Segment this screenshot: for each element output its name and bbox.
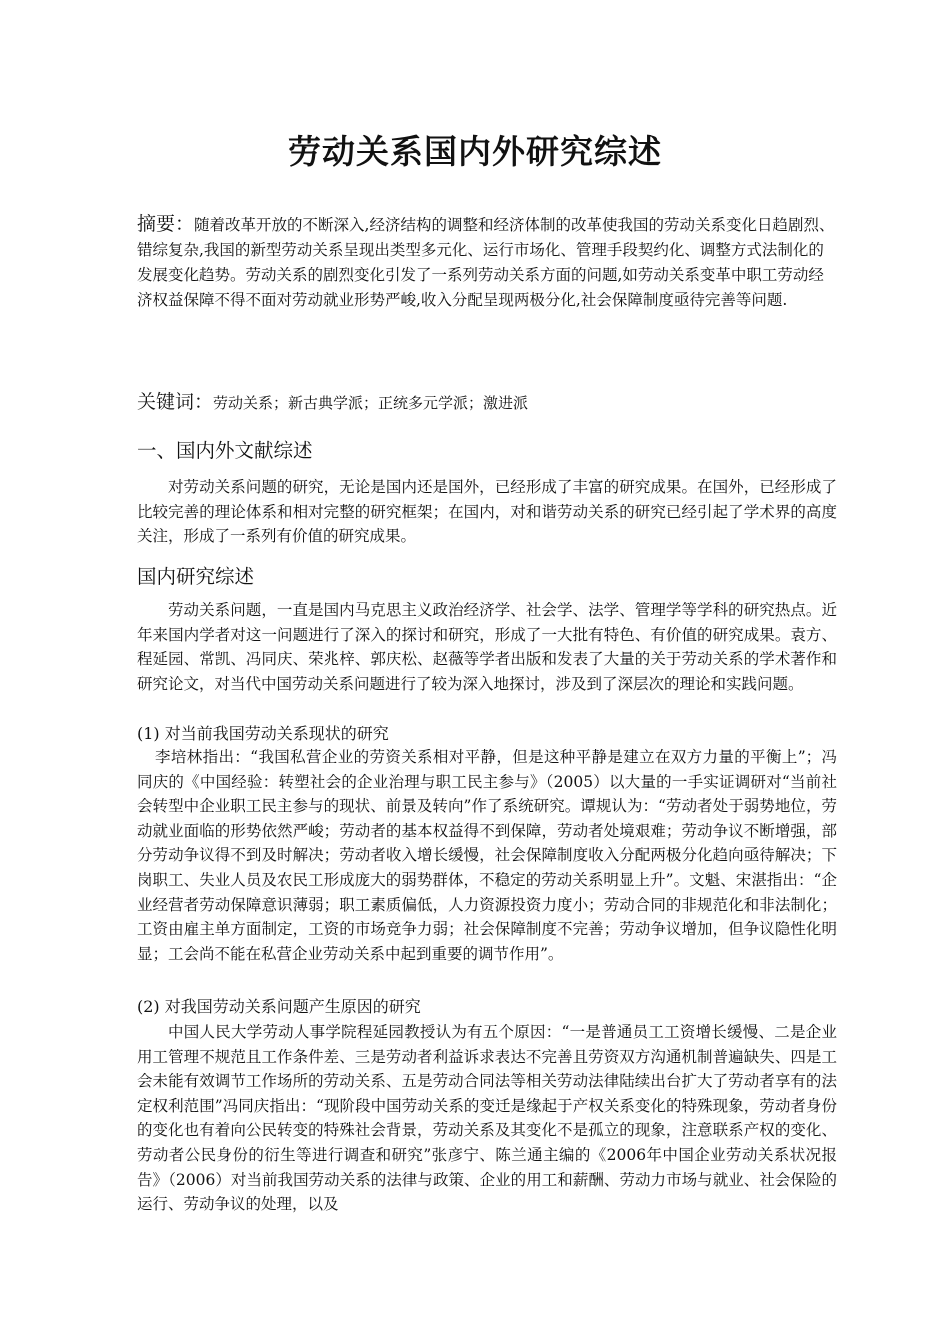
sub-heading-2: (2) 对我国劳动关系问题产生原因的研究	[137, 997, 421, 1016]
sub-heading-1: (1) 对当前我国劳动关系现状的研究	[137, 724, 389, 743]
document-title: 劳动关系国内外研究综述	[288, 132, 662, 171]
sub-paragraph-2: 中国人民大学劳动人事学院程延园教授认为有五个原因：“一是普通员工工资增长缓慢、二是企业用工管理不规范且工作条件差、三是劳动者利益诉求表达不完善且劳资双方沟通机制普遍缺失、四是工会未能有效调节工作场所的劳动关系、五是劳动合同法等相关劳动法律陆续出台扩大了劳动者享有的法定权利范围”冯同庆指出：“现阶段中国劳动关系的变迁是缘起于产权关系变化的特殊现象，劳动者身份的变化也有着向公民转变的特殊社会背景，劳动关系及其变化不是孤立的现象，注意联系产权的变化、劳动者公民身份的衍生等进行调查和研究”张彦宁、陈兰通主编的《2006年中国企业劳动关系状况报告》（2006）对当前我国劳动关系的法律与政策、企业的用工和薪酬、劳动力市场与就业、社会保险的运行、劳动争议的处理，以及	[137, 1023, 837, 1214]
abstract-label: 摘要：	[137, 213, 195, 235]
section-intro-paragraph: 对劳动关系问题的研究，无论是国内还是国外，已经形成了丰富的研究成果。在国外，已经形成了比较完善的理论体系和相对完整的研究框架；在国内，对和谐劳动关系的研究已经引起了学术界的高度关注，形成了一系列有价值的研究成果。	[137, 478, 837, 546]
sub-paragraph-1: 李培林指出：“我国私营企业的劳资关系相对平静，但是这种平静是建立在双方力量的平衡上”；冯同庆的《中国经验：转塑社会的企业治理与职工民主参与》（2005）以大量的一手实证调研对“当前社会转型中企业职工民主参与的现状、前景及转向”作了系统研究。谭规认为：“劳动者处于弱势地位，劳动就业面临的形势依然严峻；劳动者的基本权益得不到保障，劳动者处境艰难；劳动争议不断增强，部分劳动争议得不到及时解决；劳动者收入增长缓慢，社会保障制度收入分配两极分化趋向亟待解决；下岗职工、失业人员及农民工形成庞大的弱势群体，不稳定的劳动关系明显上升”。文魁、宋湛指出：“企业经营者劳动保障意识薄弱；职工素质偏低，人力资源投资力度小；劳动合同的非规范化和非法制化；工资由雇主单方面制定，工资的市场竞争力弱；社会保障制度不完善；劳动争议增加，但争议隐性化明显；工会尚不能在私营企业劳动关系中起到重要的调节作用”。	[137, 748, 837, 963]
abstract-text: 随着改革开放的不断深入,经济结构的调整和经济体制的改革使我国的劳动关系变化日趋剧烈、错综复杂,我国的新型劳动关系呈现出类型多元化、运行市场化、管理手段契约化、调整方式法制化的发展变化趋势。劳动关系的剧烈变化引发了一系列劳动关系方面的问题,如劳动关系变革中职工劳动经济权益保障不得不面对劳动就业形势严峻,收入分配呈现两极分化,社会保障制度亟待完善等问题.	[137, 216, 835, 309]
abstract-paragraph	[137, 212, 837, 313]
keywords-line	[137, 388, 837, 417]
section-heading: 一、国内外文献综述	[137, 439, 313, 462]
keywords-label: 关键词：	[137, 391, 214, 413]
domestic-intro-paragraph: 劳动关系问题，一直是国内马克思主义政治经济学、社会学、法学、管理学等学科的研究热点。近年来国内学者对这一问题进行了深入的探讨和研究，形成了一大批有特色、有价值的研究成果。袁方、程延园、常凯、冯同庆、荣兆梓、郭庆松、赵薇等学者出版和发表了大量的关于劳动关系的学术著作和研究论文，对当代中国劳动关系问题进行了较为深入地探讨，涉及到了深层次的理论和实践问题。	[137, 601, 837, 693]
keywords-text: 劳动关系；新古典学派；正统多元学派；激进派	[213, 394, 529, 412]
subsection-heading: 国内研究综述	[137, 565, 255, 588]
